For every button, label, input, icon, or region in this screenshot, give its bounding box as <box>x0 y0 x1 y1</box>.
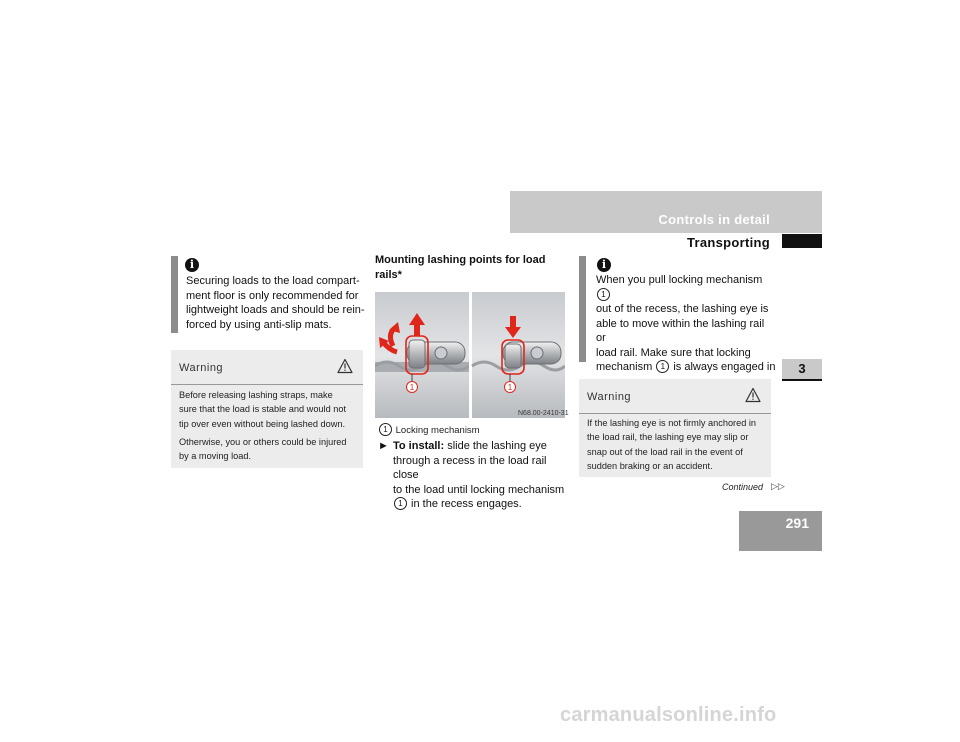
figure-callout-2: 1 <box>507 383 513 392</box>
info-icon: i <box>597 258 611 272</box>
warning-triangle-icon <box>337 358 353 374</box>
callout-number: 1 <box>597 288 610 301</box>
continued-label: Continued <box>722 482 764 492</box>
info-icon: i <box>185 258 199 272</box>
mounting-heading: Mounting lashing points for load rails* <box>375 254 546 281</box>
chapter-tab: 3 <box>782 359 822 379</box>
subsection-title: Transporting <box>686 235 770 250</box>
watermark: carmanualsonline.info <box>560 704 777 726</box>
warning-label: Warning <box>179 362 224 374</box>
warning-box-left <box>171 350 363 468</box>
info-line: lightweight loads and should be rein- <box>186 304 365 316</box>
install-instruction: To install: slide the lashing eye through a recess in the load rail close to the load until locking mechanism 1 in the recess engages. <box>393 440 565 510</box>
warning-paragraph: Before releasing lashing straps, make sure that the load is stable and would not tip over even without being lashed down. <box>179 390 347 429</box>
info-text-right: When you pull locking mechanism 1 out of the recess, the lashing eye is able to move within the lashing rail or load rail. Make sure that locking mechanism 1 is always engaged in <box>596 274 776 373</box>
section-title: Controls in detail <box>658 212 770 227</box>
chapter-tab-underline <box>782 379 822 381</box>
info-text-left <box>186 274 366 332</box>
bullet-arrow-icon: ► <box>378 440 389 452</box>
figure-code: N68.00-2410-31 <box>518 410 569 417</box>
info-line: ment floor is only recommended for <box>186 289 359 302</box>
callout-number: 1 <box>656 360 669 373</box>
callout-number: 1 <box>394 497 407 510</box>
info-line: forced by using anti-slip mats. <box>186 318 332 331</box>
warning-body: If the lashing eye is not firmly anchored in the load rail, the lashing eye may slip or snap out of the load rail in the event of sudden braking or an accident. <box>587 418 757 471</box>
warning-header <box>579 379 771 414</box>
continued-arrow-icon: ▷▷ <box>771 481 785 491</box>
info-bar-right <box>579 256 586 362</box>
warning-body <box>179 388 357 467</box>
callout-number: 1 <box>379 423 392 436</box>
figure-caption: 1 Locking mechanism <box>378 423 480 436</box>
warning-paragraph: Otherwise, you or others could be injured by a moving load. <box>179 436 347 462</box>
lashing-eye-figure <box>375 292 565 418</box>
warning-box-right <box>579 379 771 477</box>
info-bar-left <box>171 256 178 333</box>
warning-label: Warning <box>587 391 632 403</box>
header-marker <box>782 234 822 248</box>
info-line: Securing loads to the load compart- <box>186 275 360 287</box>
page-number: 291 <box>785 515 809 531</box>
figure-callout-1: 1 <box>409 383 415 392</box>
warning-triangle-icon <box>745 387 761 403</box>
warning-header <box>171 350 363 385</box>
lashing-eye-illustration <box>375 292 565 418</box>
